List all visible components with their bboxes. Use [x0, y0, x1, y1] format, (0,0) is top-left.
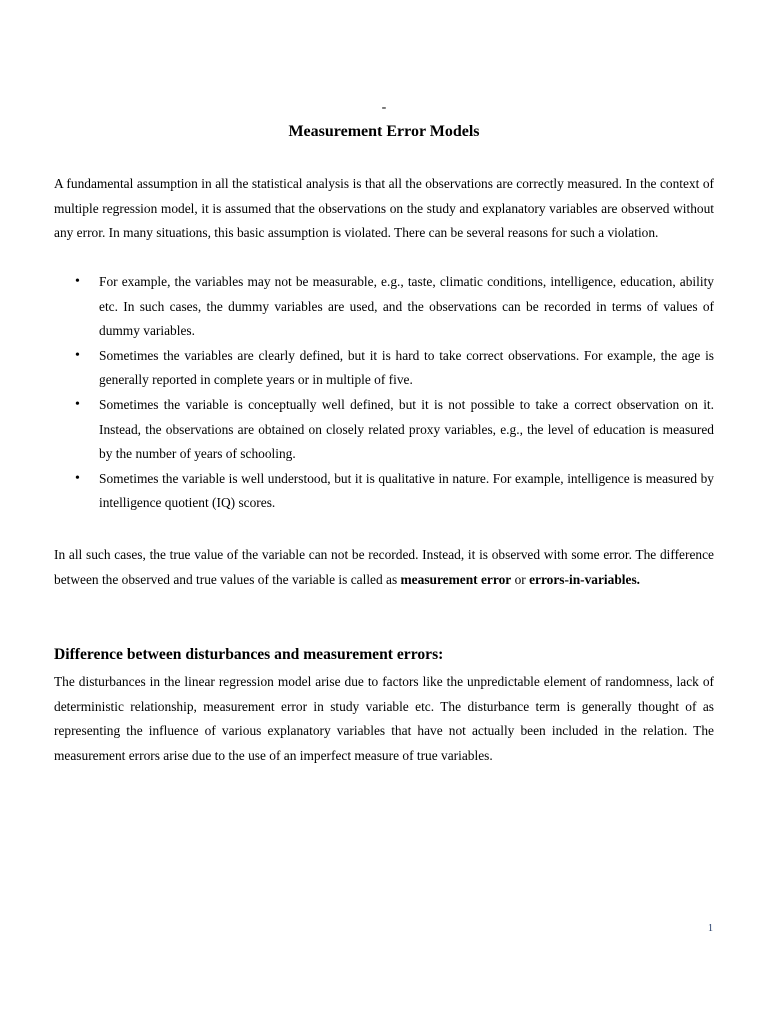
list-item-text: Sometimes the variables are clearly defined, but it is hard to take correct observations. For example, the age is generally reported in complete years or in multiple of five. [99, 347, 714, 388]
reasons-list [54, 270, 714, 516]
page-number: 1 [708, 923, 713, 934]
bullet-icon: • [75, 396, 80, 412]
list-item-text: Sometimes the variable is conceptually well defined, but it is not possible to take a correct observation on it. Instead, the observations are obtained on closely related proxy variables, e.g., the level of education is measured by the number of years of schooling. [99, 396, 714, 462]
list-item-text: For example, the variables may not be measurable, e.g., taste, climatic conditions, intelligence, education, ability etc. In such cases, the dummy variables are used, and the observations can be recorded in terms of values of dummy variables. [99, 274, 714, 339]
section-heading: Difference between disturbances and measurement errors: [54, 646, 444, 663]
list-item [54, 393, 714, 467]
intro-paragraph: A fundamental assumption in all the statistical analysis is that all the observations are correctly measured. In the context of multiple regression model, it is assumed that the observations on the study and explanatory variables are observed without any error. In many situations, this basic assumption is violated. There can be several reasons for such a violation. [54, 176, 714, 241]
header-mark: - [381, 100, 387, 115]
bullet-icon: • [75, 274, 80, 289]
bullet-icon: • [75, 347, 80, 363]
list-item [54, 270, 714, 344]
page-title: Measurement Error Models [288, 123, 480, 140]
connector-text: or [511, 571, 530, 587]
second-paragraph [54, 543, 714, 592]
list-item-text: Sometimes the variable is well understood, but it is qualitative in nature. For example, intelligence is measured by intelligence quotient (IQ) scores. [99, 470, 714, 511]
section-paragraph: The disturbances in the linear regression model arise due to factors like the unpredictable element of randomness, lack of deterministic relationship, measurement error in study variable etc. The disturbance term is generally thought of as representing the influence of various explanatory variables that have not actually been included in the relation. The measurement errors arise due to the use of an imperfect measure of true variables. [54, 674, 714, 763]
bold-term-errors-in-variables: errors-in-variables. [529, 571, 641, 587]
bold-term-measurement-error: measurement error [400, 571, 512, 587]
list-item [54, 467, 714, 516]
bullet-icon: • [75, 470, 80, 486]
paragraph-text: In all such cases, the true value of the variable can not be recorded. Instead, it is observed with some error. The difference between the observed and true values of the variable is called as [54, 547, 714, 587]
list-item [54, 344, 714, 393]
